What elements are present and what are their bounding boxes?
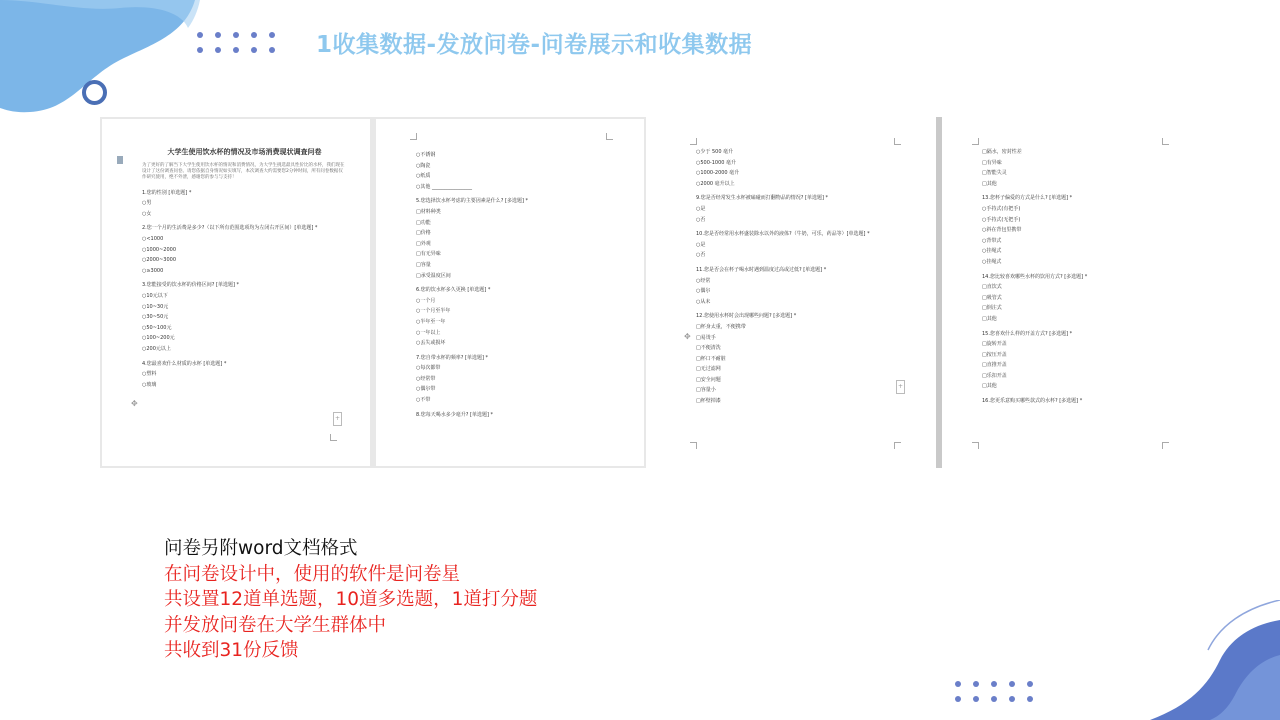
questionnaire-screenshot-1: [100, 117, 646, 468]
option-text: ○斜在背包里携带: [982, 227, 1022, 234]
page-corner-mark: [1162, 138, 1169, 145]
question-text: 1.您的性别 [单选题] *: [142, 189, 192, 196]
summary-text: [164, 536, 537, 664]
option-text: ○500-1000 毫升: [696, 159, 737, 166]
option-text: ○偶尔: [696, 288, 711, 295]
option-text: ○2000 毫升以上: [696, 180, 735, 187]
page-divider: [936, 117, 942, 468]
option-text: □其他: [982, 180, 997, 187]
option-text: ○陶瓷: [416, 162, 431, 169]
option-text: ○10元以下: [142, 292, 168, 299]
option-text: ○1000-2000 毫升: [696, 170, 740, 177]
option-text: □不便清洗: [696, 345, 721, 352]
option-text: ○背带式: [982, 237, 1002, 244]
option-text: ○一个月至半年: [416, 308, 451, 315]
option-text: □直饮式: [982, 284, 1002, 291]
option-text: □乐扣开盖: [982, 372, 1007, 379]
questionnaire-screenshot-2: [672, 117, 1200, 468]
questionnaire-intro: 为了更好的了解当下大学生使用饮水杯的情况和消费情况，为大学生挑选最具性价比的水杯，我们现在设计了这份调查问卷。请您依据自身情况如实填写，本次调查大约需要您2分钟时间，所有问卷数据仅作研究使用，绝不外泄，感谢您的参与与支持！: [142, 163, 345, 181]
option-text: □杯身太重，不便携带: [696, 323, 746, 330]
document-icon: [117, 156, 123, 164]
question-list: [416, 150, 636, 420]
summary-line-question-count: 共设置12道单选题，10道多选题，1道打分题: [164, 589, 538, 610]
option-text: ○经常带: [416, 375, 436, 382]
option-text: □吸管式: [982, 294, 1002, 301]
option-text: □功能: [416, 219, 431, 226]
option-text: □有无异味: [416, 251, 441, 258]
option-text: ○否: [696, 216, 706, 223]
option-text: ○其他 ________________: [416, 183, 472, 190]
page-corner-mark: [894, 138, 901, 145]
option-text: □直推开盖: [982, 362, 1007, 369]
page-corner-mark: [972, 138, 979, 145]
option-text: ○女: [142, 210, 152, 217]
option-text: ○每次都带: [416, 365, 441, 372]
top-dots-decoration: [197, 32, 275, 53]
page-corner-mark: [606, 133, 613, 140]
option-text: ○是: [696, 205, 706, 212]
option-text: □外观: [416, 240, 431, 247]
option-text: ○挂绳式: [982, 248, 1002, 255]
option-text: ○<1000: [142, 235, 164, 242]
option-text: ○2000~3000: [142, 257, 177, 264]
option-text: □材料种类: [416, 208, 441, 215]
option-text: □容量小: [696, 387, 716, 394]
question-text: 14.您比较喜欢哪些水杯的饮用方式? [多选题] *: [982, 273, 1088, 280]
option-text: □易烫手: [696, 334, 716, 341]
option-text: □隔水，密封性差: [982, 149, 1022, 155]
page-corner-mark: [1162, 442, 1169, 449]
option-text: ○从未: [696, 298, 711, 305]
option-text: ○50~100元: [142, 324, 172, 331]
option-text: □倒注式: [982, 305, 1002, 312]
question-text: 16.您更乐意购买哪些款式的水杯? [多选题] *: [982, 398, 1083, 405]
page-corner-mark: [690, 138, 697, 145]
option-text: ○10~30元: [142, 303, 169, 310]
bottom-right-wave-decoration: [1080, 600, 1280, 720]
question-text: 3.您能接受的饮水杯的价格区间? [单选题] *: [142, 282, 240, 289]
question-text: 10.您是否经常用水杯盛装除水以外的液体?（牛奶，可乐，药品等）[单选题] *: [696, 231, 870, 238]
questionnaire-page-3: [672, 117, 934, 468]
option-text: □无过滤网: [696, 366, 721, 373]
option-text: ○男: [142, 200, 152, 207]
option-text: □容量: [416, 261, 431, 268]
option-text: ○偶尔带: [416, 386, 436, 393]
question-text: 5.您选择饮水杯考虑的主要因素是什么? [多选题] *: [416, 198, 529, 205]
question-list: [142, 188, 347, 391]
questionnaire-page-4: [944, 117, 1200, 468]
page-corner-mark: [410, 133, 417, 140]
option-text: ○200元以上: [142, 345, 171, 352]
option-text: ○不锈钢: [416, 152, 436, 158]
option-text: ○否: [696, 252, 706, 259]
move-handle-icon[interactable]: ✥: [131, 399, 138, 408]
summary-line-software: 在问卷设计中，使用的软件是问卷星: [164, 563, 461, 585]
questionnaire-title: 大学生使用饮水杯的情况及市场消费现状调查问卷: [167, 148, 322, 156]
option-text: □杯壁掉漆: [696, 398, 721, 405]
option-text: ○是: [696, 241, 706, 248]
option-text: ○丢失或损坏: [416, 340, 446, 347]
page-corner-mark: [972, 442, 979, 449]
question-text: 2.您一个月的生活费是多少?（以下所有范围选项均为左闭右开区间）[单选题] *: [142, 225, 318, 232]
option-text: □其他: [982, 383, 997, 390]
page-corner-mark: [894, 442, 901, 449]
summary-line-feedback: 共收到31份反馈: [164, 640, 299, 661]
question-text: 11.您是否会在杯子喝水时遇到温度过高或过低? [单选题] *: [696, 266, 827, 273]
move-handle-icon[interactable]: ✥: [684, 332, 691, 341]
option-text: □有异味: [982, 159, 1002, 166]
expand-handle[interactable]: +: [896, 380, 905, 394]
option-text: ○手持式(有把手): [982, 205, 1021, 212]
option-text: □安全问题: [696, 376, 721, 383]
option-text: □价格: [416, 230, 431, 237]
option-text: ○≥3000: [142, 267, 164, 274]
option-text: ○纸质: [416, 173, 431, 180]
question-text: 12.您使用水杯时会出现哪些问题? [多选题] *: [696, 313, 797, 320]
question-text: 13.您杯子偏爱的方式是什么? [单选题] *: [982, 195, 1073, 202]
question-text: 15.您喜欢什么样的开盖方式? [多选题] *: [982, 330, 1073, 337]
option-text: □旋转开盖: [982, 341, 1007, 348]
option-text: ○一个月: [416, 297, 436, 304]
option-text: □承受温度区间: [416, 272, 451, 279]
option-text: ○1000~2000: [142, 246, 177, 253]
option-text: □智能失灵: [982, 170, 1007, 177]
option-text: □按压开盖: [982, 351, 1007, 358]
question-text: 4.您最喜欢什么材质的水杯 [单选题] *: [142, 360, 227, 367]
expand-handle[interactable]: +: [333, 412, 342, 426]
question-list: [696, 147, 926, 407]
question-list: [982, 147, 1194, 407]
option-text: ○塑料: [142, 371, 157, 378]
summary-line-word-format: 问卷另附word文档格式: [164, 538, 358, 559]
option-text: ○100~200元: [142, 335, 175, 342]
option-text: ○半年至一年: [416, 318, 446, 325]
bottom-dots-decoration: [955, 681, 1033, 702]
option-text: ○30~50元: [142, 314, 169, 321]
questionnaire-page-2: [376, 119, 644, 466]
questionnaire-page-1: [102, 119, 370, 466]
option-text: □杯口不耐脏: [696, 355, 726, 362]
option-text: ○少于 500 毫升: [696, 149, 734, 155]
option-text: ○玻璃: [142, 381, 157, 388]
ring-decoration: [82, 80, 107, 105]
option-text: ○经常: [696, 277, 711, 284]
option-text: □其他: [982, 315, 997, 322]
question-text: 9.您是否经常发生水杯被磕碰而打翻物品的情况? [单选题] *: [696, 195, 829, 202]
option-text: ○不带: [416, 397, 431, 404]
page-corner-mark: [330, 434, 337, 441]
question-text: 8.您每天喝水多少毫升? [单选题] *: [416, 411, 494, 418]
option-text: ○手持式(无把手): [982, 216, 1021, 223]
option-text: ○一年以上: [416, 329, 441, 336]
page-title: 1收集数据-发放问卷-问卷展示和收集数据: [316, 32, 753, 58]
summary-line-distribution: 并发放问卷在大学生群体中: [164, 614, 387, 636]
page-corner-mark: [690, 442, 697, 449]
question-text: 7.您自带水杯的频率? [单选题] *: [416, 354, 489, 361]
question-text: 6.您的饮水杯多久更换 [单选题] *: [416, 287, 491, 294]
option-text: ○挂绳式: [982, 258, 1002, 265]
